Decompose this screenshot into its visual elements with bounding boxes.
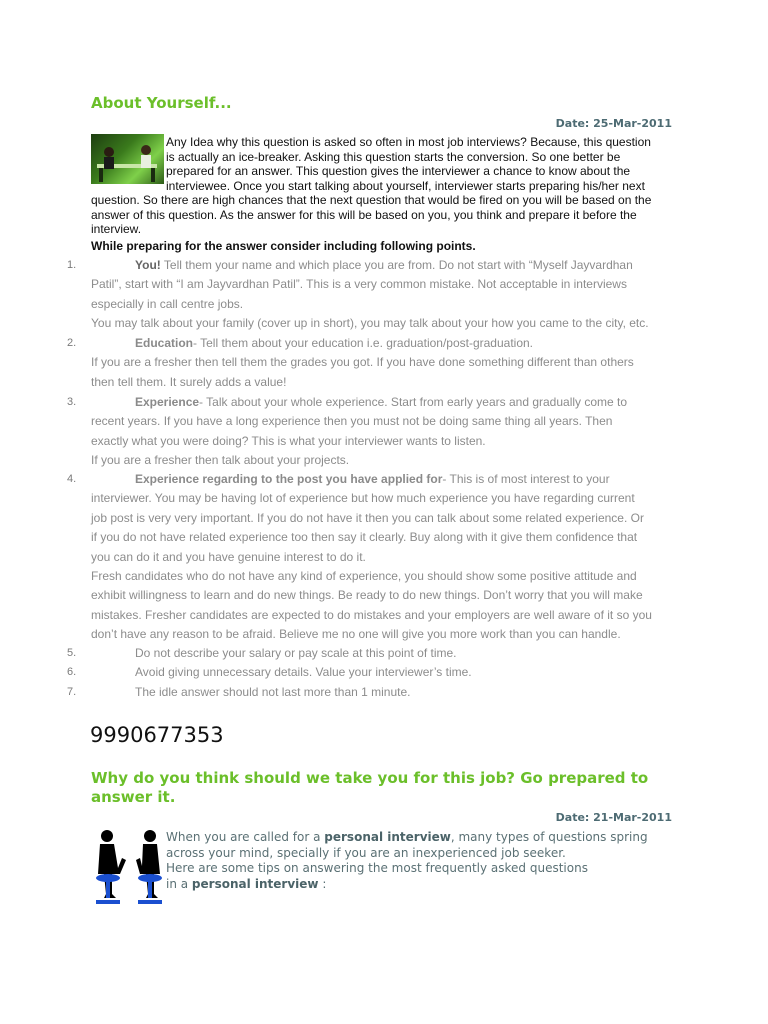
title-line: answer it.	[91, 788, 176, 806]
list-item	[67, 256, 711, 334]
list-item-line: If you are a fresher then talk about your projects.	[91, 453, 350, 468]
list-item-first-line: Do not describe your salary or pay scale at this point of time.	[135, 646, 457, 660]
para-bold: personal interview	[324, 830, 451, 844]
para-text: in a	[166, 876, 192, 891]
intro-line: interviewee. Once you start talking about yourself, interviewer starts preparing his/her next	[166, 178, 645, 193]
list-item-line: exhibit willingness to learn and do new things. Be ready to do new things. Don’t worry that you will make	[91, 588, 643, 603]
para-line: across your mind, specially if you are an inexperienced job seeker.	[166, 845, 566, 860]
item-text: Tell them your name and which place you are from. Do not start with “Myself Jayvardhan	[160, 258, 633, 272]
list-number: 7.	[67, 686, 77, 698]
list-item	[67, 663, 711, 682]
section2-paragraph	[166, 830, 686, 892]
section-title-about-yourself: About Yourself...	[91, 94, 232, 112]
para-text: :	[318, 876, 327, 891]
list-item-line: Patil”, start with “I am Jayvardhan Patil”. This is a very common mistake. Not acceptable in interviews	[91, 277, 627, 292]
para-text: , many types of questions spring	[450, 830, 648, 844]
intro-paragraph	[91, 135, 681, 237]
list-number: 1.	[67, 259, 77, 271]
item-text: - Talk about your whole experience. Start from early years and gradually come to	[199, 395, 628, 409]
list-item-line: you can do it and you have genuine interest to do it.	[91, 549, 366, 564]
list-number: 3.	[67, 396, 77, 408]
points-heading: While preparing for the answer consider including following points.	[91, 239, 476, 253]
list-number: 5.	[67, 647, 77, 659]
list-item	[67, 393, 711, 471]
list-item-line: don’t have any reason to be afraid. Believe me no one will give you more work than you can handle.	[91, 627, 621, 642]
item-text: - Tell them about your education i.e. graduation/post-graduation.	[193, 336, 534, 350]
list-item-line: Fresh candidates who do not have any kind of experience, you should show some positive attitude and	[91, 569, 637, 584]
date-label: Date: 25-Mar-2011	[555, 117, 672, 130]
intro-line: prepared for an answer. This question gives the interviewer a chance to know about the	[166, 164, 631, 178]
para-line	[166, 830, 686, 846]
item-text: - This is of most interest to your	[442, 472, 610, 486]
list-item-line: recent years. If you have a long experience then you must not be doing same thing all years. Then	[91, 414, 613, 429]
list-number: 6.	[67, 666, 77, 678]
intro-line: answer of this question. As the answer for this will be based on you, you think and prepare it before the	[91, 207, 637, 222]
intro-line: question. So there are high chances that the next question that would be fired on you will be based on the	[91, 193, 652, 207]
list-item-line: especially in call centre jobs.	[91, 296, 244, 311]
section-title-why-take-you	[91, 769, 691, 807]
date-label: Date: 21-Mar-2011	[555, 811, 672, 824]
list-item-line: interviewer. You may be having lot of experience but how much experience you have regarding current	[91, 491, 635, 506]
item-heading: Experience regarding to the post you have applied for	[135, 472, 443, 486]
item-heading: Experience	[135, 395, 200, 409]
list-item	[67, 683, 711, 702]
para-line	[166, 877, 686, 893]
list-item-first-line	[91, 334, 711, 353]
intro-line: interview.	[91, 222, 142, 236]
para-line: Here are some tips on answering the most frequently asked questions	[166, 861, 588, 875]
list-item-line: then tell them. It surely adds a value!	[91, 374, 287, 389]
list-item-first-line	[91, 393, 711, 412]
list-item-line: job post is very very important. If you do not have it then you can talk about some related experience. Or	[91, 510, 644, 525]
para-text: When you are called for a	[166, 830, 325, 844]
list-item-first-line	[91, 470, 711, 489]
list-item-first-line: Avoid giving unnecessary details. Value your interviewer’s time.	[135, 665, 472, 679]
list-item	[67, 644, 711, 663]
phone-number: 9990677353	[90, 723, 224, 747]
list-item-line: You may talk about your family (cover up in short), you may talk about your how you came to the city, etc.	[91, 316, 649, 331]
list-item-line: exactly what you were doing? This is what your interviewer wants to listen.	[91, 433, 486, 448]
list-item-line: If you are a fresher then tell them the grades you got. If you have done something different than others	[91, 355, 634, 370]
list-item-line: if you do not have related experience too then say it clearly. Buy along with it give them confidence that	[91, 530, 638, 545]
para-bold: personal interview	[191, 876, 319, 891]
points-list	[67, 256, 711, 706]
interview-icon	[92, 828, 166, 908]
list-item-first-line	[91, 256, 711, 275]
list-number: 2.	[67, 337, 77, 349]
list-item	[67, 334, 711, 392]
list-number: 4.	[67, 473, 77, 485]
item-heading: You!	[135, 258, 161, 272]
title-line: Why do you think should we take you for this job? Go prepared to	[91, 769, 649, 787]
list-item-first-line: The idle answer should not last more than 1 minute.	[135, 685, 411, 699]
list-item-line: mistakes. Fresher candidates are expected to do mistakes and your employers are well aware of it so you	[91, 607, 652, 622]
item-heading: Education	[135, 336, 194, 350]
list-item	[67, 470, 711, 645]
intro-line: is actually an ice-breaker. Asking this question starts the conversion. So one better be	[166, 149, 621, 164]
intro-line: Any Idea why this question is asked so often in most job interviews? Because, this question	[166, 135, 651, 149]
